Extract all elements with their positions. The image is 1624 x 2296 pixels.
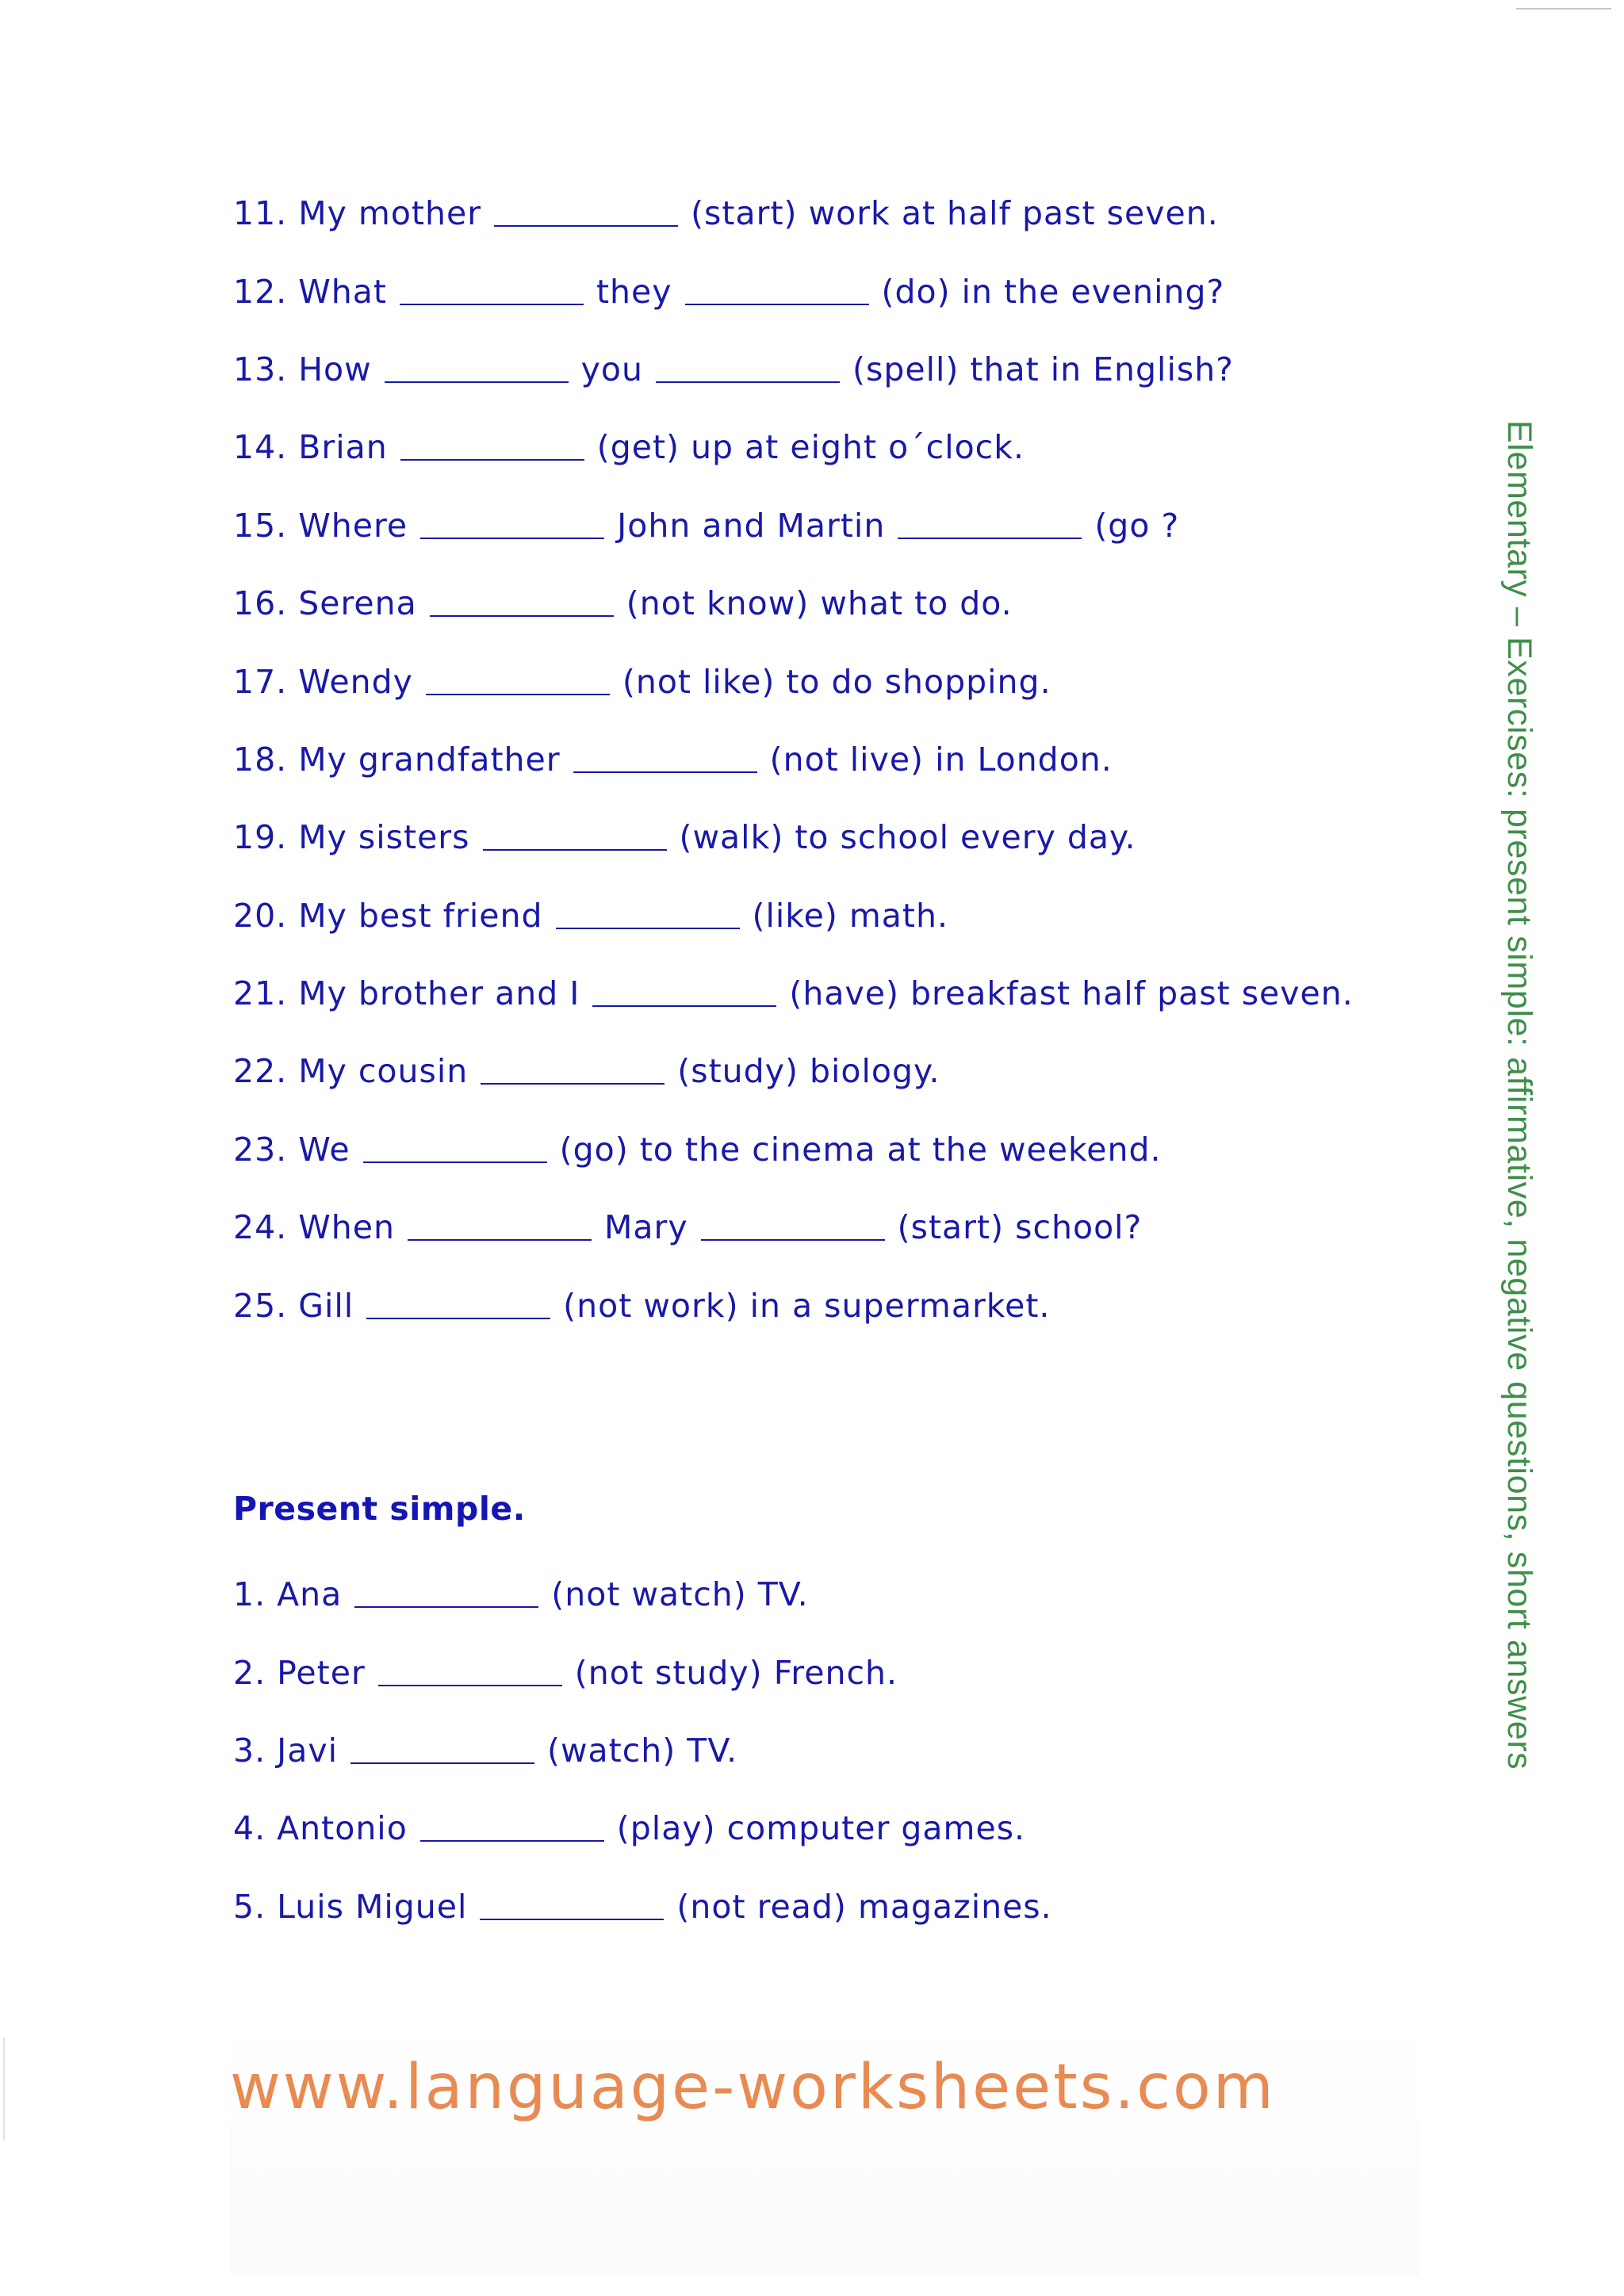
item-number: 2. <box>233 1653 266 1692</box>
item-text: Peter <box>277 1653 366 1692</box>
answer-blank[interactable] <box>420 1840 604 1842</box>
item-text: When <box>298 1208 395 1247</box>
exercise-item <box>233 1188 1354 1266</box>
exercise-item <box>233 642 1354 720</box>
item-text: you <box>580 350 644 388</box>
exercise-item <box>233 955 1354 1032</box>
item-text: (walk) to school every day. <box>679 818 1136 857</box>
answer-blank[interactable] <box>685 304 869 305</box>
item-number: 22. <box>233 1052 288 1091</box>
item-number: 25. <box>233 1286 288 1325</box>
item-text: Antonio <box>277 1809 408 1848</box>
answer-blank[interactable] <box>483 849 667 851</box>
answer-blank[interactable] <box>408 1239 592 1241</box>
item-text: We <box>298 1130 350 1169</box>
item-number: 15. <box>233 506 288 545</box>
exercise-item <box>233 1111 1354 1188</box>
item-text: Where <box>298 506 408 545</box>
item-text: Serena <box>298 584 417 623</box>
item-number: 19. <box>233 818 288 857</box>
item-text: (spell) that in English? <box>852 350 1234 388</box>
item-text: Javi <box>277 1731 338 1770</box>
exercise-item <box>233 331 1354 408</box>
item-number: 12. <box>233 272 288 311</box>
item-text: (watch) TV. <box>547 1731 738 1770</box>
item-text: (do) in the evening? <box>881 272 1225 311</box>
item-number: 3. <box>233 1731 266 1770</box>
item-text: (not work) in a supermarket. <box>563 1286 1051 1325</box>
item-text: Gill <box>298 1286 354 1325</box>
answer-blank[interactable] <box>366 1318 550 1319</box>
answer-blank[interactable] <box>494 225 678 227</box>
answer-blank[interactable] <box>898 538 1082 539</box>
exercise-item <box>233 721 1354 798</box>
item-number: 24. <box>233 1208 288 1247</box>
item-text: John and Martin <box>617 506 886 545</box>
exercise-2-list <box>233 1556 1052 1946</box>
footer <box>230 2052 1356 2123</box>
exercise-item <box>233 1266 1354 1344</box>
exercise-item <box>233 1712 1052 1789</box>
answer-blank[interactable] <box>385 381 569 383</box>
exercise-item <box>233 174 1354 252</box>
answer-blank[interactable] <box>400 459 584 461</box>
exercise-item <box>233 1032 1354 1110</box>
item-number: 5. <box>233 1887 266 1926</box>
corner-divider <box>1516 8 1611 10</box>
answer-blank[interactable] <box>481 1083 665 1085</box>
left-edge-mark <box>3 2038 5 2141</box>
item-text: (go ? <box>1094 506 1180 545</box>
exercise-item <box>233 487 1354 564</box>
item-number: 1. <box>233 1575 266 1614</box>
answer-blank[interactable] <box>350 1762 534 1764</box>
answer-blank[interactable] <box>592 1005 776 1007</box>
item-text: Mary <box>603 1208 688 1247</box>
item-number: 4. <box>233 1809 266 1848</box>
answer-blank[interactable] <box>378 1685 562 1686</box>
item-text: My mother <box>298 194 482 233</box>
exercise-item <box>233 564 1354 642</box>
item-text: (not study) French. <box>574 1653 898 1692</box>
item-text: (start) school? <box>897 1208 1143 1247</box>
answer-blank[interactable] <box>400 304 584 305</box>
item-text: My best friend <box>298 896 543 935</box>
item-number: 18. <box>233 740 288 779</box>
answer-blank[interactable] <box>354 1606 538 1608</box>
section-title: Present simple. <box>233 1490 526 1528</box>
item-text: (go) to the cinema at the weekend. <box>559 1130 1162 1169</box>
item-text: My cousin <box>298 1052 469 1091</box>
item-text: Ana <box>277 1575 343 1614</box>
answer-blank[interactable] <box>656 381 840 383</box>
item-text: Wendy <box>298 662 413 701</box>
item-text: (not like) to do shopping. <box>622 662 1051 701</box>
item-text: (not watch) TV. <box>551 1575 809 1614</box>
exercise-item <box>233 1868 1052 1946</box>
item-text: (play) computer games. <box>616 1809 1026 1848</box>
answer-blank[interactable] <box>420 538 604 539</box>
exercise-item <box>233 408 1354 486</box>
exercise-item <box>233 1633 1052 1711</box>
item-number: 20. <box>233 896 288 935</box>
answer-blank[interactable] <box>430 615 614 617</box>
item-number: 14. <box>233 428 288 467</box>
answer-blank[interactable] <box>701 1239 885 1241</box>
item-text: Luis Miguel <box>277 1887 468 1926</box>
item-number: 23. <box>233 1130 288 1169</box>
item-text: (study) biology. <box>677 1052 940 1091</box>
item-text: What <box>298 272 387 311</box>
exercise-item <box>233 1556 1052 1633</box>
item-text: How <box>298 350 372 388</box>
item-number: 17. <box>233 662 288 701</box>
exercise-1-list <box>233 174 1354 1345</box>
answer-blank[interactable] <box>363 1161 547 1163</box>
exercise-item <box>233 798 1354 876</box>
item-text: they <box>596 272 672 311</box>
exercise-item <box>233 252 1354 330</box>
item-number: 21. <box>233 974 288 1013</box>
item-text: (not read) magazines. <box>676 1887 1052 1926</box>
answer-blank[interactable] <box>556 928 740 929</box>
item-number: 11. <box>233 194 288 233</box>
item-text: (not live) in London. <box>769 740 1113 779</box>
item-text: My brother and I <box>298 974 580 1013</box>
item-text: (not know) what to do. <box>626 584 1013 623</box>
item-text: (start) work at half past seven. <box>691 194 1219 233</box>
answer-blank[interactable] <box>480 1919 664 1920</box>
item-text: My grandfather <box>298 740 561 779</box>
item-text: Brian <box>298 428 388 467</box>
footer-url: www.language-worksheets.com <box>230 2052 1276 2123</box>
item-number: 16. <box>233 584 288 623</box>
exercise-item <box>233 1789 1052 1867</box>
item-text: (get) up at eight o´clock. <box>596 428 1025 467</box>
exercise-item <box>233 877 1354 955</box>
item-number: 13. <box>233 350 288 388</box>
item-text: (like) math. <box>752 896 949 935</box>
answer-blank[interactable] <box>426 694 610 695</box>
answer-blank[interactable] <box>573 771 757 773</box>
item-text: (have) breakfast half past seven. <box>789 974 1354 1013</box>
item-text: My sisters <box>298 818 470 857</box>
